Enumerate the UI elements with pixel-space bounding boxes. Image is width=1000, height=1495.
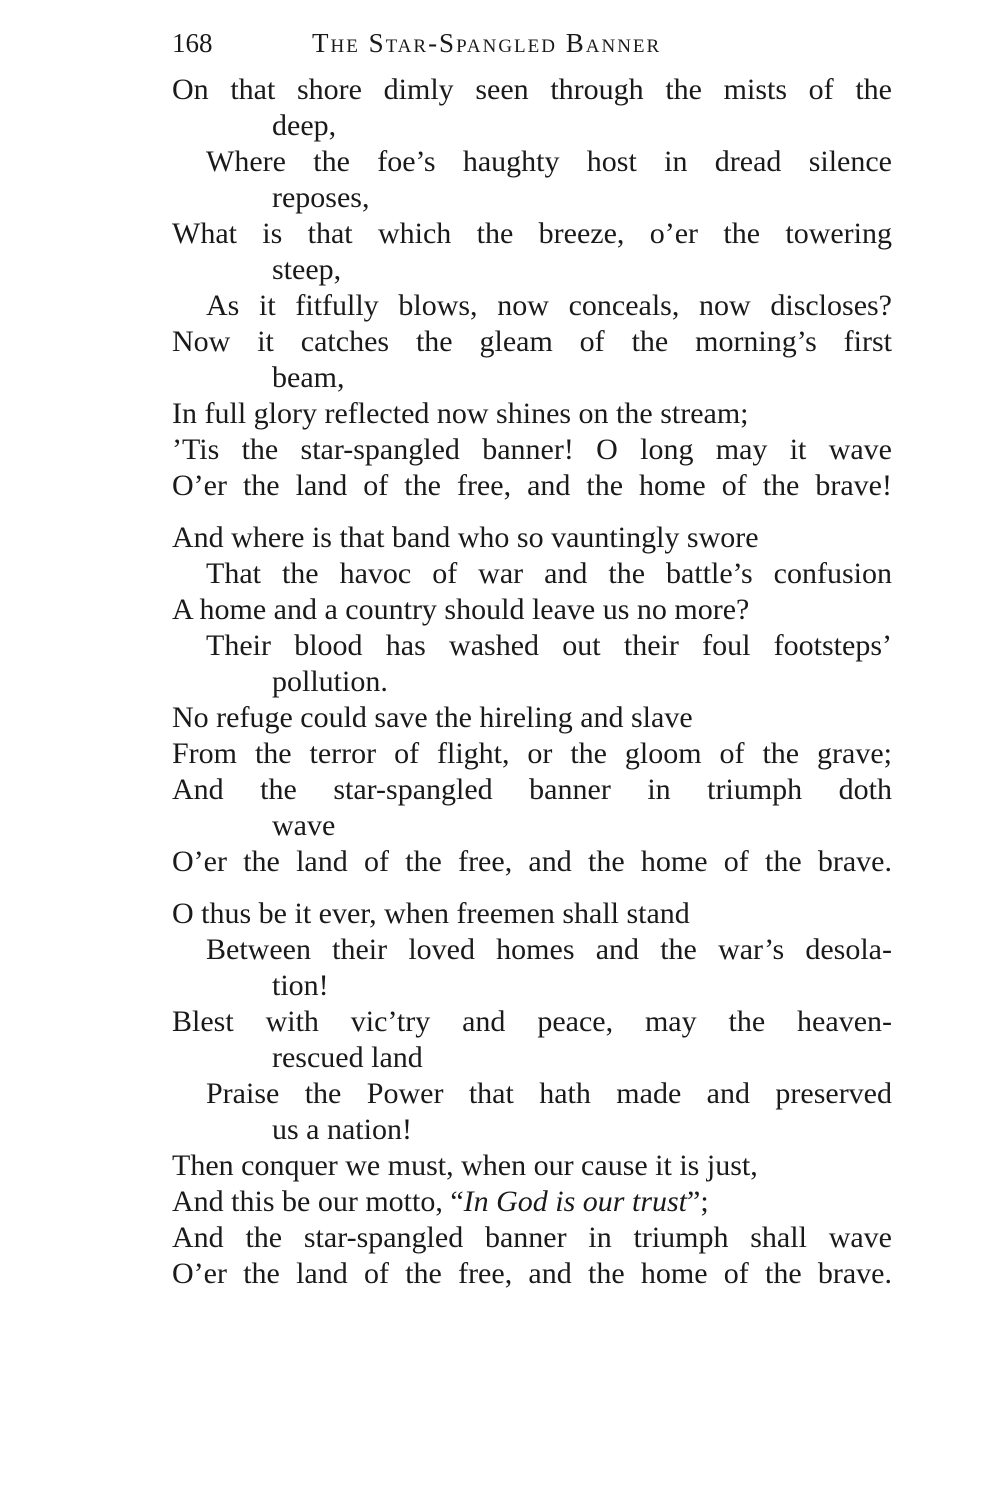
verse-line: And the star-spangled banner in triumph doth bbox=[172, 773, 892, 806]
stanza-2 bbox=[172, 520, 892, 880]
verse-line: No refuge could save the hireling and slave bbox=[172, 701, 693, 734]
verse-line: From the terror of flight, or the gloom of the grave; bbox=[172, 737, 892, 770]
verse-line: Their blood has washed out their foul footsteps’ bbox=[206, 629, 892, 662]
verse-line: O thus be it ever, when freemen shall stand bbox=[172, 897, 690, 930]
motto-italic: In God is our trust bbox=[463, 1185, 687, 1218]
motto-suffix: ”; bbox=[687, 1185, 709, 1218]
verse-line: Between their loved homes and the war’s desola- bbox=[206, 933, 892, 966]
running-title: The Star-Spangled Banner bbox=[312, 28, 662, 58]
motto-prefix: And this be our motto, “ bbox=[172, 1185, 464, 1218]
verse-line: In full glory reflected now shines on the stream; bbox=[172, 397, 749, 430]
verse-line: And where is that band who so vauntingly swore bbox=[172, 521, 759, 554]
verse-line: On that shore dimly seen through the mists of the bbox=[172, 73, 892, 106]
verse-line-continuation: pollution. bbox=[272, 665, 388, 698]
page-header bbox=[172, 28, 772, 68]
verse-line-continuation: reposes, bbox=[272, 181, 370, 214]
motto-line bbox=[172, 1184, 892, 1220]
poem-text bbox=[172, 72, 892, 1292]
stanza-1 bbox=[172, 72, 892, 504]
verse-line-continuation: wave bbox=[272, 809, 336, 842]
refrain-line: O’er the land of the free, and the home of the brave! bbox=[172, 469, 892, 502]
verse-line-continuation: steep, bbox=[272, 253, 342, 286]
verse-line: What is that which the breeze, o’er the towering bbox=[172, 217, 892, 250]
verse-line: Praise the Power that hath made and preserved bbox=[206, 1077, 892, 1110]
verse-line: Then conquer we must, when our cause it is just, bbox=[172, 1149, 758, 1182]
verse-line: ’Tis the star-spangled banner! O long may it wave bbox=[172, 433, 892, 466]
verse-line: Where the foe’s haughty host in dread silence bbox=[206, 145, 892, 178]
verse-line-continuation: tion! bbox=[272, 969, 329, 1002]
stanza-3 bbox=[172, 896, 892, 1292]
verse-line: That the havoc of war and the battle’s confusion bbox=[206, 557, 892, 590]
refrain-line: O’er the land of the free, and the home of the brave. bbox=[172, 845, 892, 878]
verse-line-continuation: rescued land bbox=[272, 1041, 423, 1074]
verse-line-continuation: deep, bbox=[272, 109, 337, 142]
refrain-line: O’er the land of the free, and the home of the brave. bbox=[172, 1257, 892, 1290]
verse-line-continuation: us a nation! bbox=[272, 1113, 412, 1146]
verse-line: Blest with vic’try and peace, may the heaven- bbox=[172, 1005, 892, 1038]
verse-line: As it fitfully blows, now conceals, now discloses? bbox=[206, 289, 892, 322]
verse-line: A home and a country should leave us no more? bbox=[172, 593, 750, 626]
verse-line: And the star-spangled banner in triumph shall wave bbox=[172, 1221, 892, 1254]
verse-line: Now it catches the gleam of the morning’s first bbox=[172, 325, 892, 358]
page-number: 168 bbox=[172, 28, 213, 58]
verse-line-continuation: beam, bbox=[272, 361, 345, 394]
